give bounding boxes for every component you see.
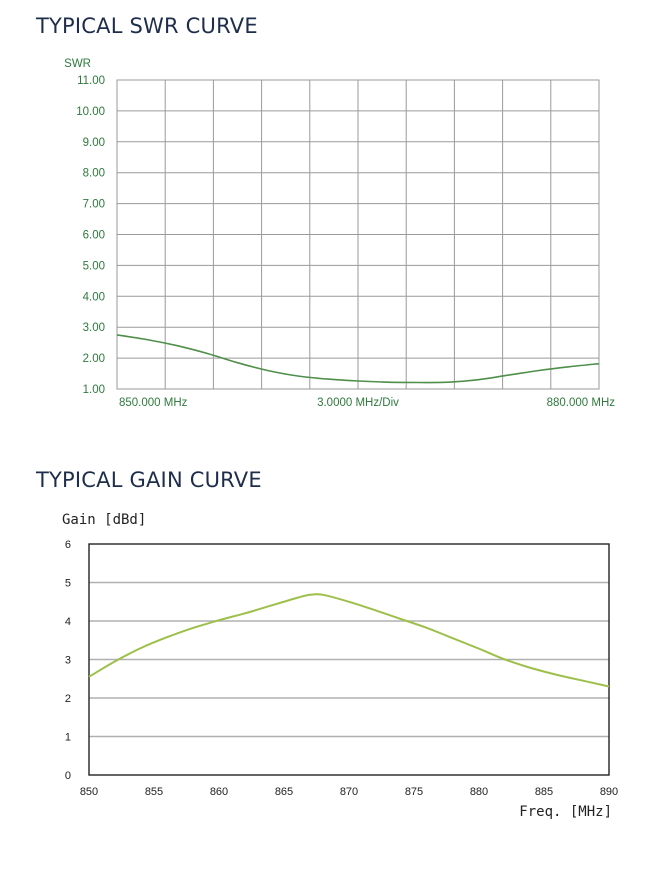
gain-x-tick-label: 885 bbox=[534, 786, 554, 798]
swr-y-tick-label: 9.00 bbox=[82, 136, 105, 149]
gain-y-tick-label: 1 bbox=[64, 731, 71, 744]
swr-y-tick-label: 5.00 bbox=[82, 260, 105, 273]
gain-y-tick-label: 5 bbox=[64, 577, 71, 590]
gain-x-tick-label: 870 bbox=[339, 786, 359, 798]
swr-y-tick-label: 10.00 bbox=[76, 105, 105, 118]
swr-y-tick-label: 4.00 bbox=[82, 291, 105, 304]
gain-x-tick-label: 850 bbox=[79, 786, 99, 798]
swr-x-start-label: 850.000 MHz bbox=[119, 397, 188, 409]
swr-y-tick-label: 7.00 bbox=[82, 198, 105, 211]
gain-x-tick-label: 865 bbox=[274, 786, 294, 798]
swr-y-tick-label: 3.00 bbox=[82, 322, 105, 335]
swr-y-axis-label: SWR bbox=[64, 58, 91, 70]
gain-x-tick-label: 875 bbox=[404, 786, 424, 798]
gain-x-tick-label: 855 bbox=[144, 786, 164, 798]
swr-y-tick-label: 2.00 bbox=[82, 353, 105, 366]
gain-y-tick-label: 4 bbox=[64, 616, 71, 628]
gain-y-tick-label: 6 bbox=[64, 539, 71, 551]
gain-y-tick-label: 3 bbox=[64, 654, 71, 667]
gain-y-tick-label: 0 bbox=[64, 770, 71, 782]
swr-y-tick-label: 6.00 bbox=[82, 229, 105, 242]
gain-y-axis-label: Gain [dBd] bbox=[62, 512, 147, 528]
gain-x-tick-label: 890 bbox=[599, 786, 619, 798]
gain-x-axis-label: Freq. [MHz] bbox=[519, 804, 612, 820]
swr-section-title: TYPICAL SWR CURVE bbox=[36, 14, 258, 38]
gain-y-tick-label: 2 bbox=[64, 693, 71, 705]
gain-x-tick-label: 880 bbox=[469, 786, 489, 798]
swr-y-tick-label: 8.00 bbox=[82, 167, 105, 180]
swr-x-scale-label: 3.0000 MHz/Div bbox=[317, 397, 399, 409]
swr-y-tick-label: 11.00 bbox=[77, 75, 105, 87]
swr-y-tick-label: 1.00 bbox=[82, 384, 105, 396]
gain-x-tick-label: 860 bbox=[209, 786, 229, 798]
swr-x-end-label: 880.000 MHz bbox=[546, 397, 615, 409]
gain-section-title: TYPICAL GAIN CURVE bbox=[36, 468, 262, 492]
